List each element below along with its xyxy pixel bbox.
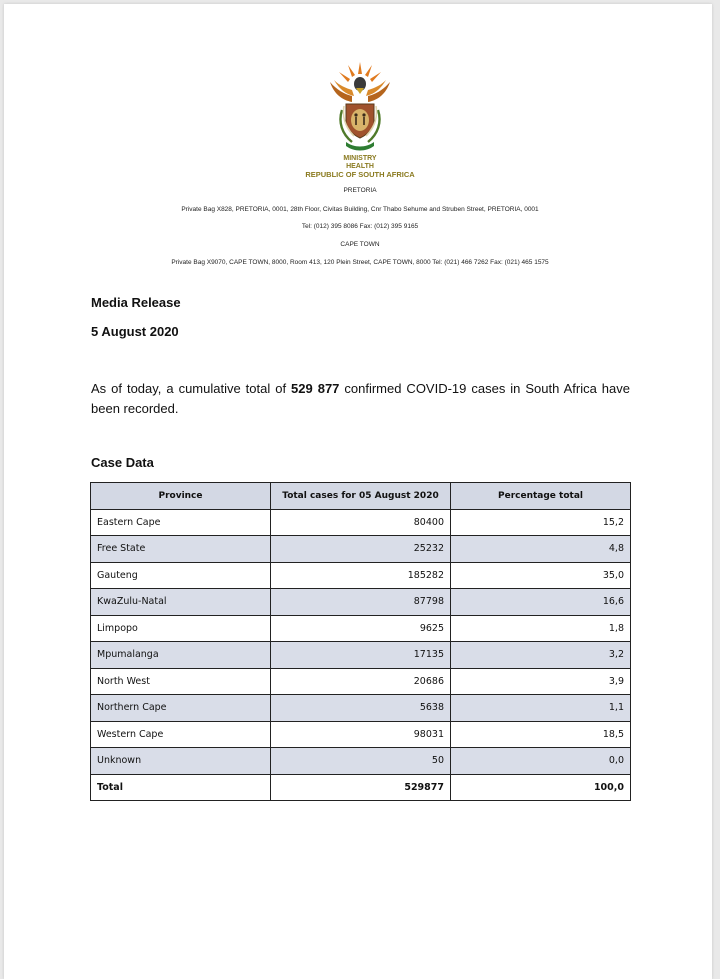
- table-row: [91, 721, 631, 748]
- province-cell: Free State: [91, 536, 271, 563]
- province-cell: Eastern Cape: [91, 509, 271, 536]
- address-pretoria: Private Bag X828, PRETORIA, 0001, 28th Floor, Civitas Building, Cnr Thabo Sehume and Struben Street, PRETORIA, 0001: [181, 206, 539, 213]
- province-cell: KwaZulu-Natal: [91, 589, 271, 616]
- total-cases-cell: 9625: [271, 615, 451, 642]
- province-cell: Mpumalanga: [91, 642, 271, 669]
- total-cases-cell: 87798: [271, 589, 451, 616]
- total-cases-cell: 185282: [271, 562, 451, 589]
- release-date: 5 August 2020: [91, 324, 179, 339]
- table-row: [91, 509, 631, 536]
- province-cell: Northern Cape: [91, 695, 271, 722]
- percentage-cell: 100,0: [451, 774, 631, 801]
- intro-text-before: As of today, a cumulative total of: [91, 381, 292, 396]
- table-row: [91, 642, 631, 669]
- column-header-province: Province: [91, 483, 271, 510]
- table-row: [91, 562, 631, 589]
- intro-total-cases: 529 877: [291, 381, 340, 396]
- total-cases-cell: 25232: [271, 536, 451, 563]
- percentage-cell: 0,0: [451, 748, 631, 775]
- percentage-cell: 3,9: [451, 668, 631, 695]
- intro-paragraph: [91, 379, 630, 419]
- address-cape-town: Private Bag X9070, CAPE TOWN, 8000, Room 413, 120 Plein Street, CAPE TOWN, 8000 Tel: (021) 466 7262 Fax: (021) 465 1575: [171, 259, 549, 266]
- province-cell: Total: [91, 774, 271, 801]
- column-header-total-cases: Total cases for 05 August 2020: [271, 483, 451, 510]
- percentage-cell: 15,2: [451, 509, 631, 536]
- column-header-percentage: Percentage total: [451, 483, 631, 510]
- total-cases-cell: 50: [271, 748, 451, 775]
- total-cases-cell: 5638: [271, 695, 451, 722]
- city-cape-town: CAPE TOWN: [340, 241, 380, 248]
- total-cases-cell: 80400: [271, 509, 451, 536]
- province-cell: North West: [91, 668, 271, 695]
- table-header-row: [91, 483, 631, 510]
- table-row: [91, 536, 631, 563]
- total-cases-cell: 17135: [271, 642, 451, 669]
- phone-pretoria: Tel: (012) 395 8086 Fax: (012) 395 9165: [301, 223, 419, 230]
- table-row: [91, 695, 631, 722]
- province-cell: Gauteng: [91, 562, 271, 589]
- percentage-cell: 16,6: [451, 589, 631, 616]
- province-cell: Limpopo: [91, 615, 271, 642]
- total-cases-cell: 98031: [271, 721, 451, 748]
- city-pretoria: PRETORIA: [343, 187, 377, 194]
- province-cell: Western Cape: [91, 721, 271, 748]
- ministry-country-label: REPUBLIC OF SOUTH AFRICA: [305, 170, 415, 179]
- case-data-table: [90, 482, 631, 801]
- table-row: [91, 748, 631, 775]
- table-total-row: [91, 774, 631, 801]
- percentage-cell: 18,5: [451, 721, 631, 748]
- table-row: [91, 589, 631, 616]
- percentage-cell: 35,0: [451, 562, 631, 589]
- province-cell: Unknown: [91, 748, 271, 775]
- coat-of-arms-icon: [322, 60, 398, 154]
- percentage-cell: 1,8: [451, 615, 631, 642]
- percentage-cell: 3,2: [451, 642, 631, 669]
- ministry-health-label: HEALTH: [346, 163, 374, 170]
- percentage-cell: 1,1: [451, 695, 631, 722]
- percentage-cell: 4,8: [451, 536, 631, 563]
- total-cases-cell: 20686: [271, 668, 451, 695]
- release-type: Media Release: [91, 295, 181, 310]
- table-row: [91, 668, 631, 695]
- case-data-heading: Case Data: [91, 455, 154, 470]
- intro-text-after: confirmed COVID-19 cases in South Africa have been recorded.: [91, 381, 630, 416]
- total-cases-cell: 529877: [271, 774, 451, 801]
- ministry-label: MINISTRY: [343, 155, 377, 162]
- table-row: [91, 615, 631, 642]
